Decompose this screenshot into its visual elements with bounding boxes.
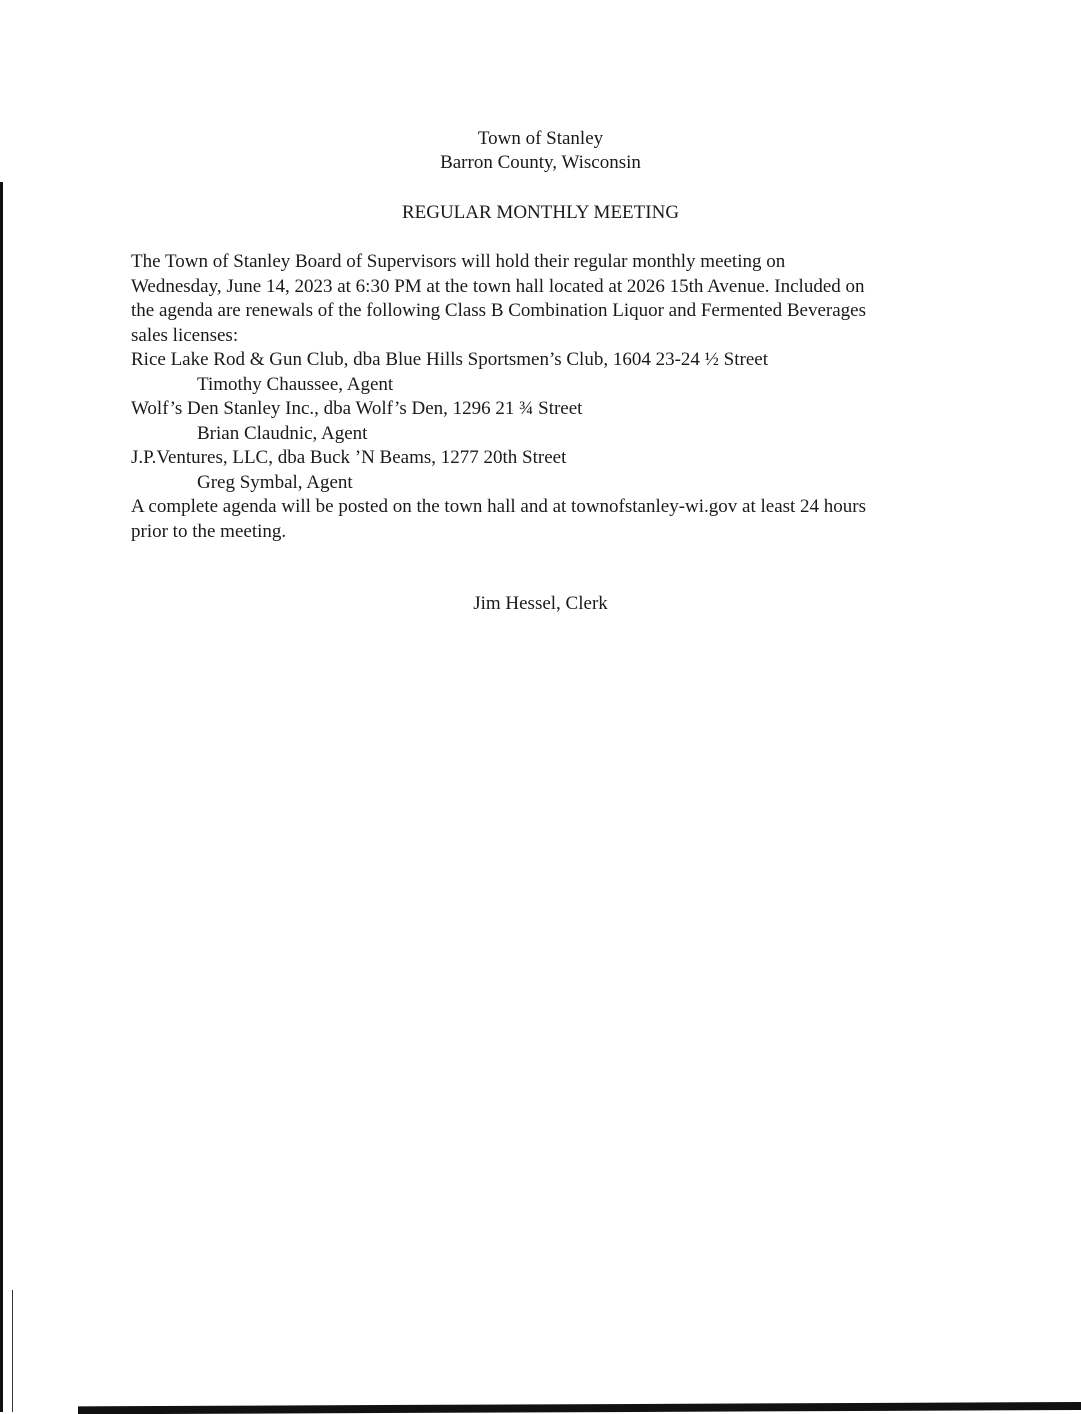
license-agent: Greg Symbal, Agent: [197, 472, 353, 493]
notice-line: Wednesday, June 14, 2023 at 6:30 PM at the town hall located at 2026 15th Avenue. Included on: [131, 276, 865, 297]
county-name: Barron County, Wisconsin: [440, 152, 641, 173]
license-business: J.P.Ventures, LLC, dba Buck ’N Beams, 1277 20th Street: [131, 447, 567, 468]
meeting-title: REGULAR MONTHLY MEETING: [401, 202, 680, 223]
town-name: Town of Stanley: [477, 128, 604, 149]
scan-edge-left-thin: [12, 1290, 13, 1412]
notice-line: The Town of Stanley Board of Supervisors will hold their regular monthly meeting on: [131, 251, 786, 272]
license-business: Rice Lake Rod & Gun Club, dba Blue Hills Sportsmen’s Club, 1604 23-24 ½ Street: [131, 349, 768, 370]
closing-line: A complete agenda will be posted on the town hall and at townofstanley-wi.gov at least 24 hours: [131, 496, 867, 517]
closing-line: prior to the meeting.: [131, 521, 287, 542]
scan-edge-left: [0, 182, 3, 1412]
notice-line: the agenda are renewals of the following Class B Combination Liquor and Fermented Beverages: [131, 300, 866, 321]
clerk-signature: Jim Hessel, Clerk: [473, 593, 608, 614]
license-agent: Timothy Chaussee, Agent: [197, 374, 394, 395]
license-agent: Brian Claudnic, Agent: [197, 423, 368, 444]
notice-line: sales licenses:: [131, 325, 239, 346]
license-business: Wolf’s Den Stanley Inc., dba Wolf’s Den, 1296 21 ¾ Street: [131, 398, 583, 419]
scan-edge-bottom: [78, 1402, 1081, 1414]
